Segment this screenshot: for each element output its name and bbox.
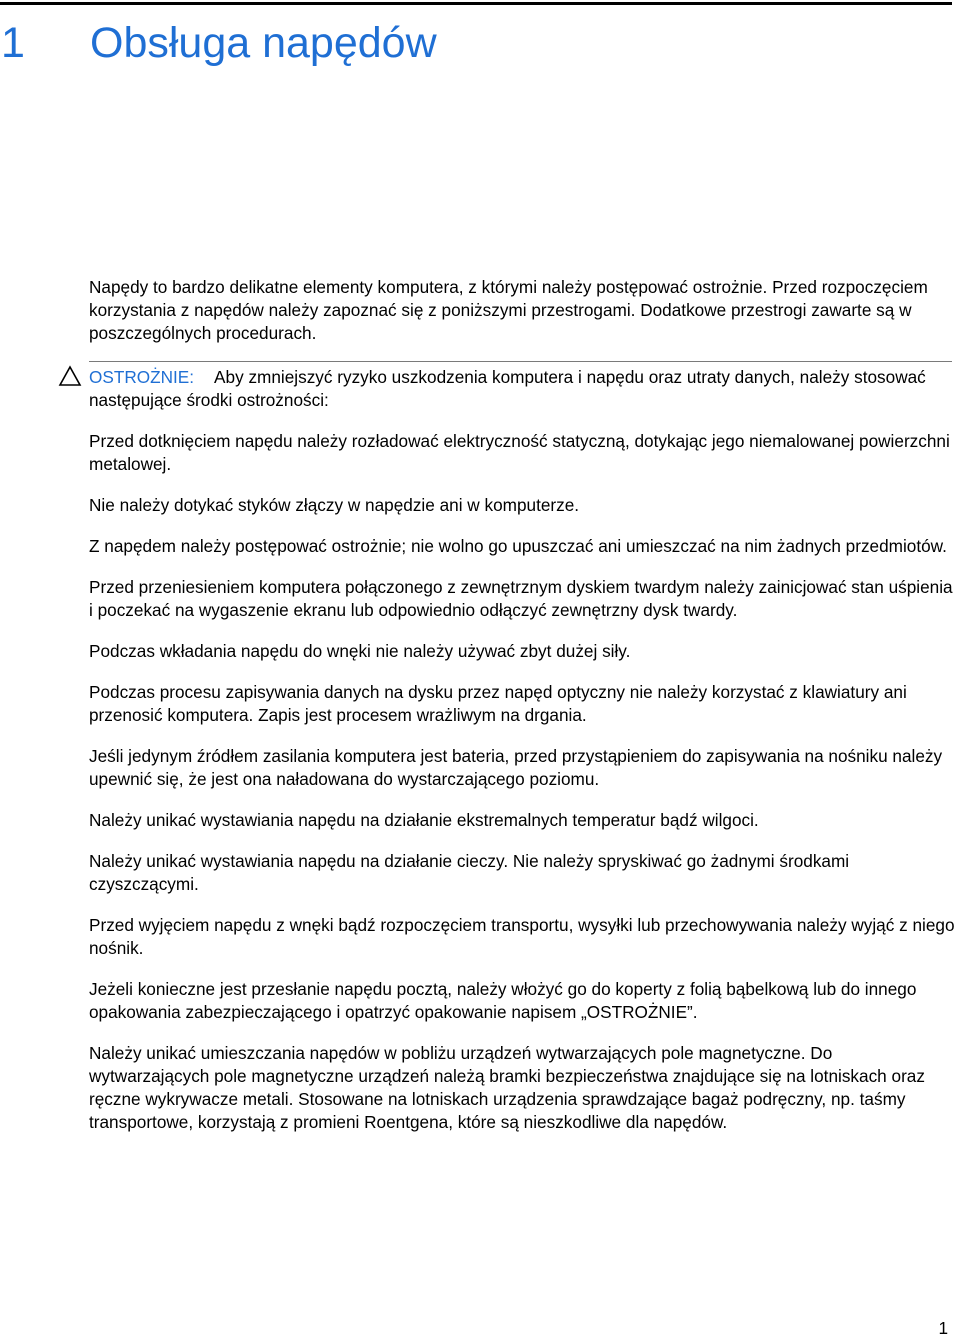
caution-item: Podczas procesu zapisywania danych na dysku przez napęd optyczny nie należy korzystać z klawiatury ani przenosić komputera. Zapis jest procesem wrażliwym na drgania. <box>89 682 907 725</box>
caution-item: Nie należy dotykać styków złączy w napędzie ani w komputerze. <box>89 495 580 515</box>
caution-list <box>89 430 955 1134</box>
warning-triangle-icon <box>58 365 82 387</box>
caution-item: Przed dotknięciem napędu należy rozładować elektryczność statyczną, dotykając jego niemalowanej powierzchni metalowej. <box>89 431 950 474</box>
chapter-title: Obsługa napędów <box>90 19 437 67</box>
page-number: 1 <box>938 1318 948 1338</box>
caution-intro <box>89 366 955 412</box>
caution-item: Jeżeli konieczne jest przesłanie napędu pocztą, należy włożyć go do koperty z folią bąbelkową lub do innego opakowania zabezpieczającego i opatrzyć opakowanie napisem „OSTROŻNIE”. <box>89 979 917 1022</box>
caution-item: Z napędem należy postępować ostrożnie; nie wolno go upuszczać ani umieszczać na nim żadnych przedmiotów. <box>89 536 947 556</box>
chapter-heading <box>0 16 437 70</box>
caution-item: Należy unikać umieszczania napędów w pobliżu urządzeń wytwarzających pole magnetyczne. Do wytwarzających pole magnetyczne urządzeń należą bramki bezpieczeństwa znajdujące się na lotniskach oraz ręczne wykrywacze metali. Stosowane na lotniskach urządzenia sprawdzające bagaż podręczny, np. taśmy transportowe, korzystają z promieni Roentgena, które są nieszkodliwe dla napędów. <box>89 1043 925 1132</box>
chapter-number: 1 <box>1 19 25 67</box>
caution-item: Podczas wkładania napędu do wnęki nie należy używać zbyt dużej siły. <box>89 641 631 661</box>
caution-item: Należy unikać wystawiania napędu na działanie cieczy. Nie należy spryskiwać go żadnymi środkami czyszczącymi. <box>89 851 850 894</box>
top-rule <box>0 2 952 5</box>
caution-item: Należy unikać wystawiania napędu na działanie ekstremalnych temperatur bądź wilgoci. <box>89 810 759 830</box>
caution-intro-text: Aby zmniejszyć ryzyko uszkodzenia komputera i napędu oraz utraty danych, należy stosować następujące środki ostrożności: <box>89 367 926 410</box>
caution-item: Jeśli jedynym źródłem zasilania komputera jest bateria, przed przystąpieniem do zapisywania na nośniku należy upewnić się, że jest ona naładowana do wystarczającego poziomu. <box>89 746 943 789</box>
caution-item: Przed wyjęciem napędu z wnęki bądź rozpoczęciem transportu, wysyłki lub przechowywania należy wyjąć z niego nośnik. <box>89 915 955 958</box>
caution-block <box>89 366 955 1134</box>
caution-divider <box>89 361 952 362</box>
caution-label: OSTROŻNIE: <box>89 367 195 387</box>
caution-item: Przed przeniesieniem komputera połączonego z zewnętrznym dyskiem twardym należy zainicjować stan uśpienia i poczekać na wygaszenie ekranu lub odpowiednio odłączyć zewnętrzny dysk twardy. <box>89 577 953 620</box>
intro-paragraph: Napędy to bardzo delikatne elementy komputera, z którymi należy postępować ostrożnie. Przed rozpoczęciem korzystania z napędów należy zapoznać się z poniższymi przestrogami. Dodatkowe przestrogi zawarte są w poszczególnych procedurach. <box>89 277 928 343</box>
